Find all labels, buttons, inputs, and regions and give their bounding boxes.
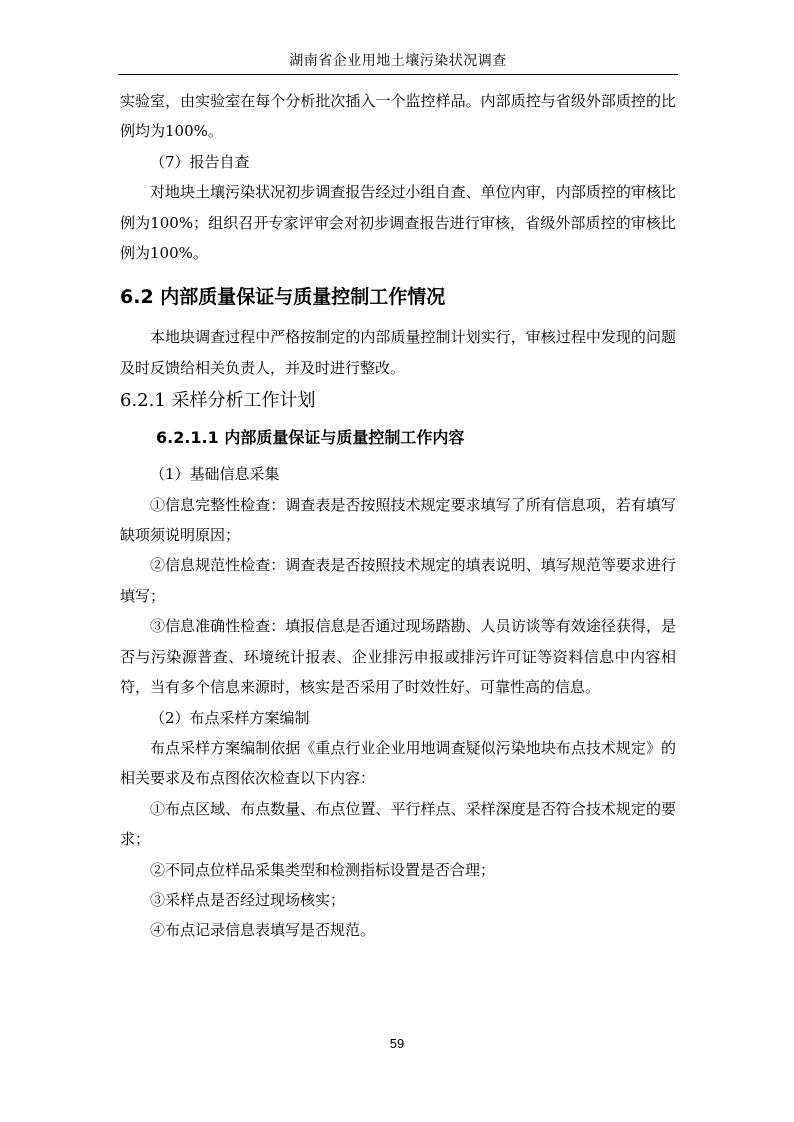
section-heading-6-2-1: 6.2.1 采样分析工作计划: [120, 390, 316, 412]
page-number: 59: [389, 1036, 405, 1051]
item-record-check: ④布点记录信息表填写是否规范。: [150, 921, 376, 940]
page-body: [120, 86, 676, 946]
header-divider: [118, 74, 678, 75]
item-completeness-check: ①信息完整性检查：调查表是否按照技术规定要求填写了所有信息项，若有填写缺项须说明原因；: [120, 495, 676, 545]
item-type-check: ②不同点位样品采集类型和检测指标设置是否合理；: [150, 860, 496, 879]
paragraph-continued: 实验室，由实验室在每个分析批次插入一个监控样品。内部质控与省级外部质控的比例均为100%。: [120, 92, 676, 141]
item-report-self-check: （7）报告自查: [150, 152, 250, 171]
running-header: 湖南省企业用地土壤污染状况调查: [289, 53, 507, 69]
paragraph-section-intro: 本地块调查过程中严格按制定的内部质量控制计划实行，审核过程中发现的问题及时反馈给相关负责人，并及时进行整改。: [120, 328, 676, 377]
paragraph-report-review: 对地块土壤污染状况初步调查报告经过小组自查、单位内审，内部质控的审核比例为100%；组织召开专家评审会对初步调查报告进行审核，省级外部质控的审核比例为100%。: [120, 183, 676, 263]
item-standardization-check: ②信息规范性检查：调查表是否按照技术规定的填表说明、填写规范等要求进行填写；: [120, 556, 676, 605]
item-accuracy-check: ③信息准确性检查：填报信息是否通过现场踏勘、人员访谈等有效途径获得，是否与污染源普查、环境统计报表、企业排污申报或排污许可证等资料信息中内容相符，当有多个信息来源时，核实是否采用了时效性好、可靠性高的信息。: [120, 617, 676, 697]
item-site-verify: ③采样点是否经过现场核实；: [150, 890, 346, 909]
item-basic-info: （1）基础信息采集: [150, 465, 280, 484]
section-heading-6-2-1-1: 6.2.1.1 内部质量保证与质量控制工作内容: [156, 428, 465, 448]
paragraph-plan-basis: 布点采样方案编制依据《重点行业企业用地调查疑似污染地块布点技术规定》的相关要求及布点图依次检查以下内容：: [120, 738, 676, 788]
item-area-check: ①布点区域、布点数量、布点位置、平行样点、采样深度是否符合技术规定的要求；: [120, 799, 676, 849]
item-sampling-plan: （2）布点采样方案编制: [150, 708, 310, 727]
section-heading-6-2: 6.2 内部质量保证与质量控制工作情况: [120, 286, 446, 309]
